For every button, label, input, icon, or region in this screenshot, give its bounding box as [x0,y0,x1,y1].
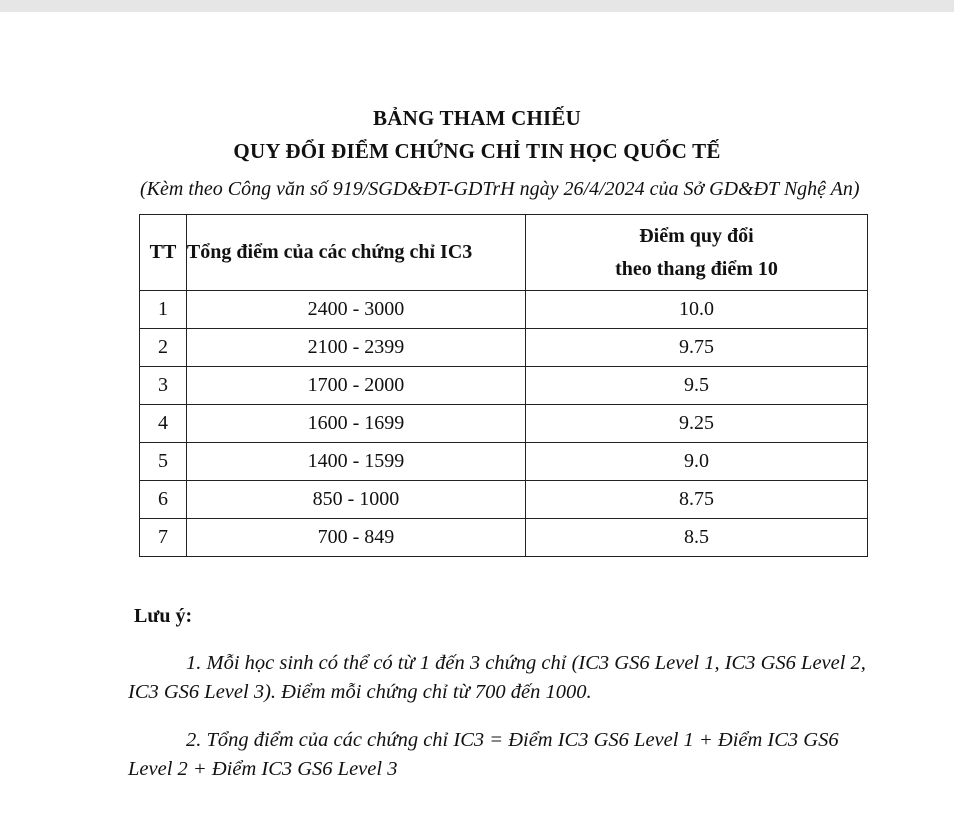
cell-tt: 6 [140,481,187,519]
cell-tt: 5 [140,443,187,481]
document-subtitle-heading: QUY ĐỔI ĐIỂM CHỨNG CHỈ TIN HỌC QUỐC TẾ [233,139,721,163]
note-item: 2. Tổng điểm của các chứng chỉ IC3 = Điểm IC3 GS6 Level 1 + Điểm IC3 GS6 Level 2 + Điểm IC3 GS6 Level 3 [128,729,839,780]
cell-score: 9.0 [525,443,867,481]
table-row [140,443,868,481]
cell-tt: 3 [140,367,187,405]
table-header-row [140,215,868,291]
cell-range: 1400 - 1599 [186,443,525,481]
cell-tt: 2 [140,329,187,367]
cell-tt: 4 [140,405,187,443]
table-row [140,519,868,557]
header-converted-score-line1: Điểm quy đổi [639,224,754,247]
header-converted-score [525,215,867,291]
table-row [140,405,868,443]
header-converted-score-line2: theo thang điểm 10 [615,257,778,280]
table-row [140,367,868,405]
cell-range: 2400 - 3000 [186,291,525,329]
notes-label: Lưu ý: [134,605,193,627]
cell-range: 700 - 849 [186,519,525,557]
cell-tt: 1 [140,291,187,329]
document-title: BẢNG THAM CHIẾU [373,106,581,130]
cell-score: 8.5 [525,519,867,557]
conversion-table [139,214,868,557]
viewer-top-bar [0,0,954,12]
cell-score: 8.75 [525,481,867,519]
cell-score: 10.0 [525,291,867,329]
cell-score: 9.25 [525,405,867,443]
document-reference-note: (Kèm theo Công văn số 919/SGD&ĐT-GDTrH ngày 26/4/2024 của Sở GD&ĐT Nghệ An) [140,178,860,200]
cell-range: 1700 - 2000 [186,367,525,405]
cell-score: 9.75 [525,329,867,367]
table-row [140,481,868,519]
cell-range: 850 - 1000 [186,481,525,519]
cell-range: 2100 - 2399 [186,329,525,367]
table-row [140,291,868,329]
header-tt: TT [140,215,187,291]
cell-score: 9.5 [525,367,867,405]
note-item: 1. Mỗi học sinh có thể có từ 1 đến 3 chứng chỉ (IC3 GS6 Level 1, IC3 GS6 Level 2, IC3 GS6 Level 3). Điểm mỗi chứng chỉ từ 700 đến 1000. [128,652,866,703]
table-row [140,329,868,367]
cell-tt: 7 [140,519,187,557]
header-total-score: Tổng điểm của các chứng chỉ IC3 [186,215,525,291]
cell-range: 1600 - 1699 [186,405,525,443]
